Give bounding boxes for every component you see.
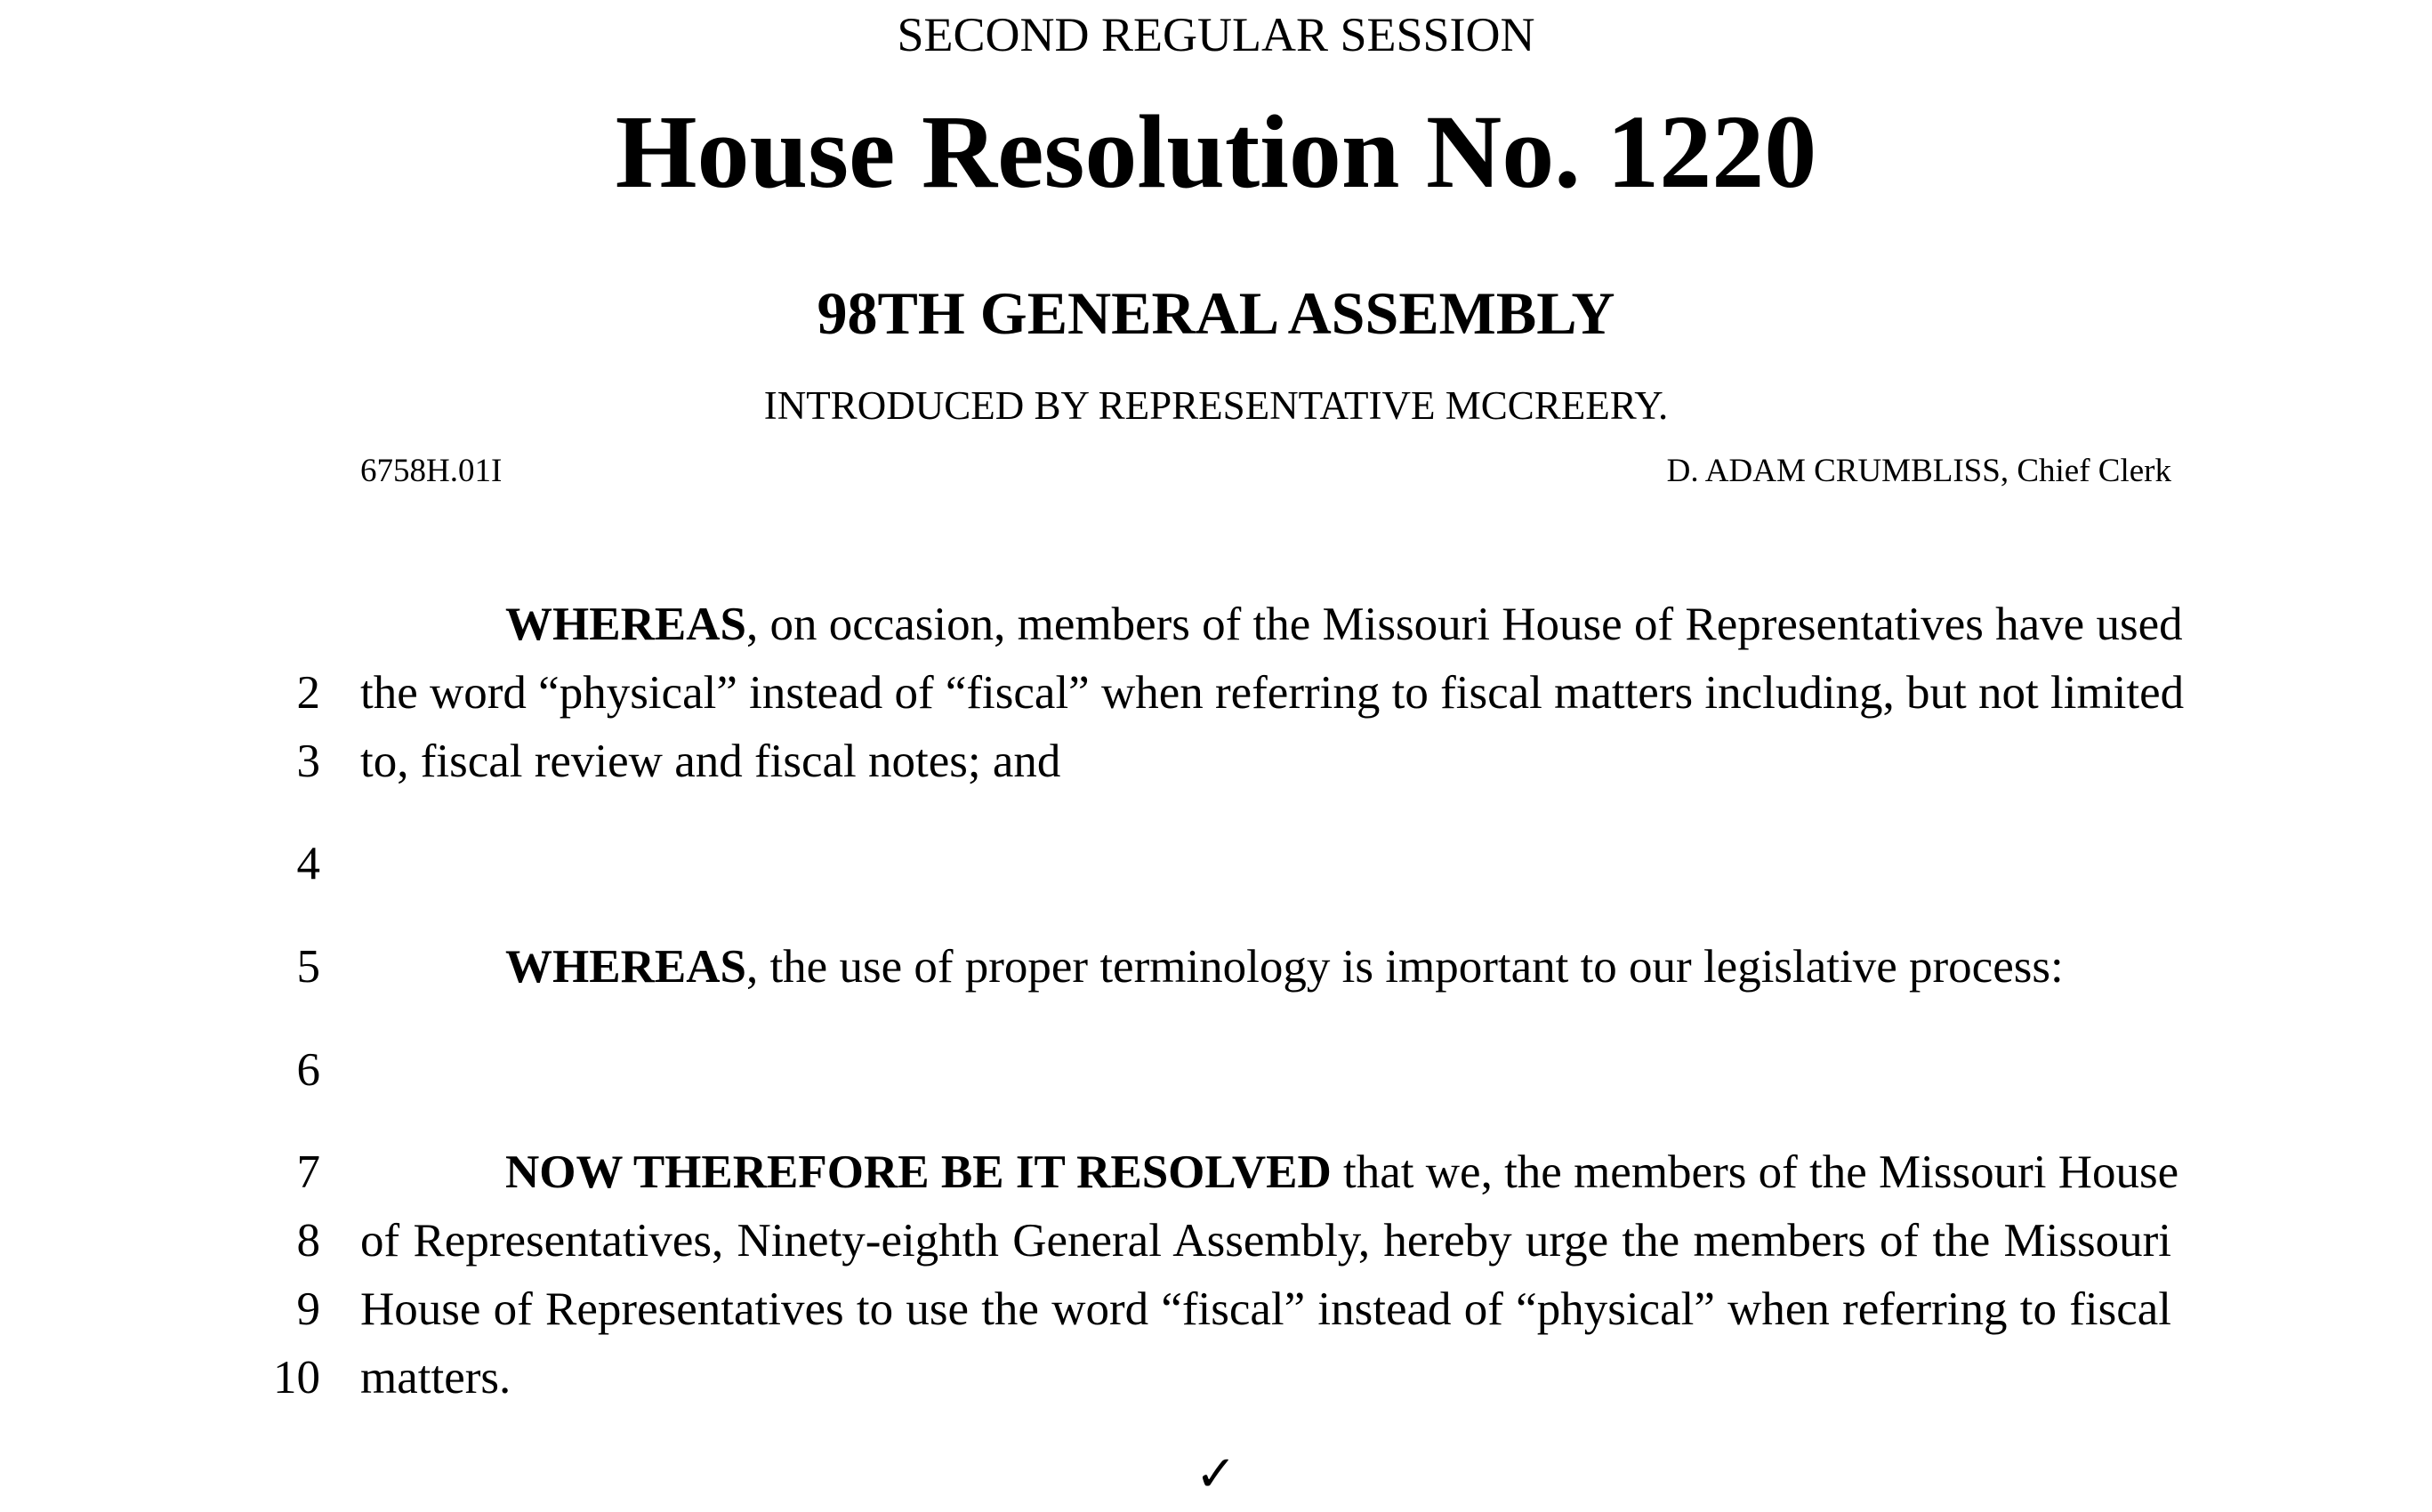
line-number: 8 (296, 1215, 320, 1267)
whereas-1-line-1 (360, 599, 2183, 650)
line-number: 6 (296, 1044, 320, 1096)
resolved-line-3: House of Representatives to use the word “fiscal” instead of “physical” when referring to fiscal (360, 1283, 2171, 1335)
general-assembly-heading: 98TH GENERAL ASSEMBLY (817, 279, 1615, 347)
line-number: 5 (296, 941, 320, 993)
checkmark-icon: ✓ (1195, 1445, 1237, 1503)
whereas-1-text: , on occasion, members of the Missouri House of Representatives have used (745, 599, 2183, 650)
session-label: SECOND REGULAR SESSION (897, 8, 1535, 61)
whereas-1-line-3: to, fiscal review and fiscal notes; and (360, 736, 1061, 787)
line-number: 4 (296, 838, 320, 889)
line-number: 3 (296, 736, 320, 787)
resolved-line-4: matters. (360, 1352, 511, 1403)
resolved-line-2: of Representatives, Ninety-eighth General Assembly, hereby urge the members of the Missouri (360, 1215, 2171, 1267)
line-number: 10 (273, 1352, 320, 1403)
resolved-keyword: NOW THEREFORE BE IT RESOLVED (505, 1146, 1332, 1198)
line-number: 2 (296, 667, 320, 719)
introduced-by-line: INTRODUCED BY REPRESENTATIVE MCCREERY. (763, 383, 1669, 428)
whereas-1-line-2: the word “physical” instead of “fiscal” when referring to fiscal matters including, but not limited (360, 667, 2185, 719)
whereas-2-line (360, 941, 2171, 993)
whereas-keyword: WHEREAS (505, 941, 746, 993)
line-number: 7 (296, 1146, 320, 1198)
chief-clerk: D. ADAM CRUMBLISS, Chief Clerk (1666, 453, 2171, 489)
resolution-title: House Resolution No. 1220 (615, 93, 1817, 210)
line-number: 9 (296, 1283, 320, 1335)
whereas-keyword: WHEREAS (505, 599, 746, 650)
resolved-line-1 (360, 1146, 2179, 1198)
whereas-2-text: , the use of proper terminology is important to our legislative process: (745, 941, 2064, 993)
resolved-text: that we, the members of the Missouri House (1331, 1146, 2179, 1198)
document-id: 6758H.01I (360, 453, 503, 489)
